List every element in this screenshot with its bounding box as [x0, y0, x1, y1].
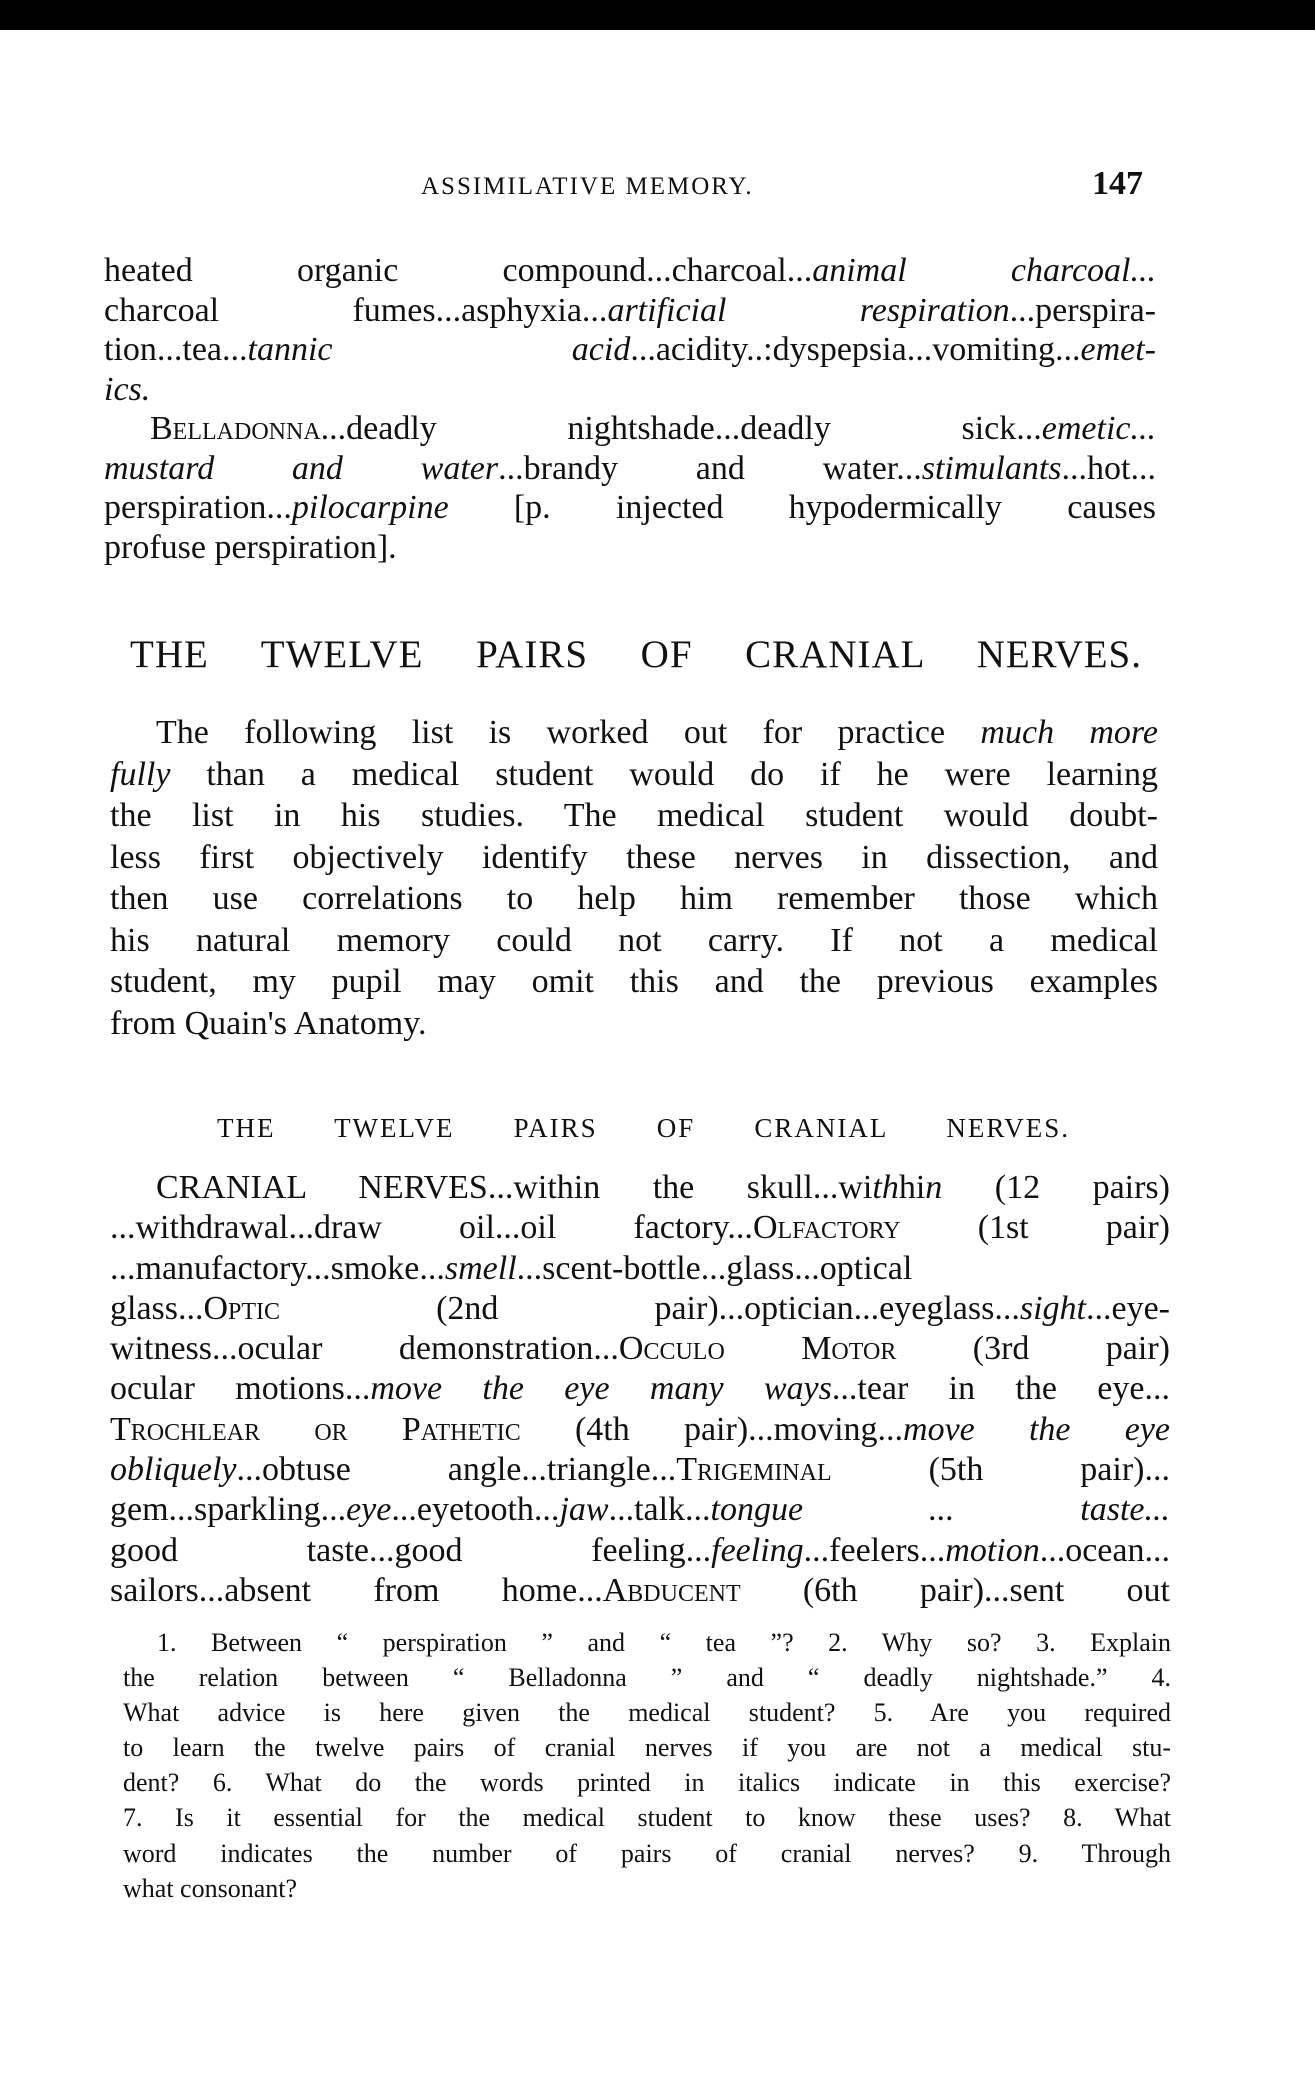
running-head: ASSIMILATIVE MEMORY. — [421, 173, 754, 200]
italic-text: move the eye many ways — [370, 1370, 832, 1408]
italic-text: stimulants — [921, 449, 1062, 487]
italic-text: much more — [980, 714, 1158, 751]
text-line — [104, 409, 1156, 449]
text-run: 1. Between “ perspiration ” and “ tea ”? 2. Why so? 3. Explain — [157, 1628, 1171, 1657]
text-line — [104, 291, 1156, 331]
text-run: (12 pairs) — [942, 1169, 1170, 1206]
italic-text: motion — [945, 1531, 1040, 1569]
text-run: charcoal fumes...asphyxia... — [104, 291, 608, 329]
text-line — [110, 1490, 1170, 1530]
italic-text: obliquely — [110, 1451, 237, 1489]
footnote-questions — [123, 1625, 1171, 1906]
small-caps-term: Olfactory — [752, 1209, 901, 1247]
text-run: student, my pupil may omit this and the previous examples — [110, 963, 1158, 1000]
text-line — [110, 1571, 1170, 1611]
text-line — [110, 1369, 1170, 1409]
text-run: dent? 6. What do the words printed in italics indicate in this exercise? — [123, 1768, 1171, 1798]
text-line — [110, 1208, 1170, 1248]
small-caps-term: Optic — [203, 1289, 281, 1327]
section-heading: THE TWELVE PAIRS OF CRANIAL NERVES. — [130, 633, 1142, 676]
text-line — [110, 1329, 1170, 1369]
italic-text: fully — [110, 755, 171, 793]
exercise-heading: THE TWELVE PAIRS OF CRANIAL NERVES. — [217, 1113, 1070, 1143]
small-caps-term: Occulo Motor — [618, 1330, 897, 1368]
text-line — [110, 1410, 1170, 1450]
italic-text: smell — [444, 1249, 517, 1287]
text-run: hi — [898, 1169, 926, 1206]
text-line — [110, 1168, 1170, 1208]
text-run: ...feelers... — [803, 1531, 946, 1569]
text-line — [110, 754, 1158, 796]
small-caps-term: Trigeminal — [676, 1451, 832, 1489]
text-line — [123, 1625, 1171, 1660]
small-caps-term: Abducent — [602, 1571, 741, 1609]
text-run: glass... — [110, 1289, 204, 1327]
text-run: profuse perspiration]. — [104, 528, 397, 566]
text-line — [104, 488, 1156, 528]
cranial-nerves-exercise — [110, 1168, 1170, 1611]
italic-text: emetic... — [1041, 410, 1156, 447]
text-run: ...withdrawal...draw oil...oil factory... — [110, 1209, 753, 1247]
text-line — [104, 370, 1156, 410]
text-run: ocular motions... — [110, 1370, 371, 1408]
text-run: ...brandy and water... — [498, 449, 922, 487]
text-run: his natural memory could not carry. If not a medical — [110, 921, 1158, 959]
text-run: ...acidity..:dyspepsia...vomiting... — [630, 331, 1081, 368]
italic-text: ics. — [104, 370, 151, 408]
text-line — [123, 1660, 1171, 1695]
text-run: gem...sparkling... — [110, 1491, 347, 1529]
italic-text: pilocarpine — [291, 489, 449, 526]
text-run: tion...tea... — [104, 331, 248, 368]
text-line — [123, 1871, 1171, 1906]
text-run: ...ocean... — [1039, 1531, 1170, 1569]
text-run: (2nd pair)...optician...eyeglass... — [280, 1289, 1020, 1327]
text-run: (4th pair)...moving... — [520, 1410, 904, 1448]
text-run: word indicates the number of pairs of cranial nerves? 9. Through — [123, 1838, 1171, 1868]
text-run: then use correlations to help him remember those which — [110, 880, 1158, 917]
text-run: what consonant? — [123, 1873, 298, 1903]
text-line — [110, 878, 1158, 920]
text-run: ...eye- — [1085, 1289, 1170, 1327]
text-line — [123, 1800, 1171, 1835]
text-run: ...hot... — [1061, 449, 1156, 487]
text-run: (1st pair) — [900, 1209, 1170, 1247]
text-run: ...perspira- — [1009, 291, 1156, 329]
text-line — [110, 837, 1158, 879]
text-run: CRANIAL NERVES...within the skull...wi — [156, 1169, 873, 1206]
italic-text: eye — [346, 1491, 392, 1529]
text-line — [110, 1531, 1170, 1571]
text-line — [123, 1765, 1171, 1800]
text-run: ...talk... — [608, 1491, 711, 1529]
text-run: sailors...absent from home... — [110, 1571, 603, 1609]
italic-text: mustard and water — [104, 449, 499, 487]
text-run: What advice is here given the medical student? 5. Are you required — [123, 1698, 1171, 1728]
italic-text: sight — [1019, 1289, 1086, 1327]
text-line — [110, 961, 1158, 1003]
italic-text: move the eye — [903, 1410, 1170, 1448]
text-run: heated organic compound...charcoal... — [104, 252, 813, 289]
text-run: ...manufactory...smoke... — [110, 1249, 445, 1287]
text-line — [110, 795, 1158, 837]
text-run: good taste...good feeling... — [110, 1531, 712, 1569]
italic-text: feeling — [711, 1531, 804, 1569]
text-run: ...deadly nightshade...deadly sick... — [320, 410, 1042, 447]
text-run: than a medical student would do if he were learning — [170, 755, 1158, 793]
text-run: (3rd pair) — [896, 1330, 1170, 1368]
text-line — [110, 1450, 1170, 1490]
italic-text: animal charcoal... — [812, 252, 1156, 289]
italic-text: emet- — [1080, 331, 1156, 368]
text-run: witness...ocular demonstration... — [110, 1330, 619, 1368]
text-run: ...obtuse angle...triangle... — [236, 1451, 677, 1489]
mnemonic-paragraph-charcoal-belladonna — [104, 251, 1156, 567]
text-line — [123, 1695, 1171, 1730]
text-line — [104, 251, 1156, 291]
text-run: from Quain's Anatomy. — [110, 1004, 427, 1042]
text-line — [110, 1289, 1170, 1329]
text-run: perspiration... — [104, 489, 292, 526]
text-run: the relation between “ Belladonna ” and “ deadly nightshade.” 4. — [123, 1663, 1171, 1693]
text-line — [110, 712, 1158, 754]
small-caps-term: Belladonna — [150, 410, 321, 447]
text-run: ...scent-bottle...glass...optical — [516, 1249, 913, 1287]
page-number: 147 — [1092, 165, 1143, 202]
italic-text: tannic acid — [247, 331, 631, 368]
text-run: the list in his studies. The medical student would doubt- — [110, 797, 1158, 834]
italic-text: tongue ... taste... — [710, 1491, 1170, 1529]
italic-text: artificial respiration — [607, 291, 1010, 329]
text-run: to learn the twelve pairs of cranial nerves if you are not a medical stu- — [123, 1733, 1171, 1763]
text-line — [110, 1003, 1158, 1045]
text-run: [p. injected hypodermically causes — [448, 489, 1156, 526]
text-run: ...tear in the eye... — [831, 1370, 1170, 1408]
text-line — [110, 920, 1158, 962]
text-run: less first objectively identify these nerves in dissection, and — [110, 838, 1158, 876]
text-line — [104, 449, 1156, 489]
scan-top-border — [0, 0, 1315, 30]
text-run: (6th pair)...sent out — [740, 1571, 1170, 1609]
small-caps-term: Trochlear or Pathetic — [110, 1410, 521, 1448]
text-line — [110, 1249, 1170, 1289]
italic-text: th — [872, 1169, 899, 1206]
intro-paragraph — [110, 712, 1158, 1044]
text-line — [104, 330, 1156, 370]
text-run: The following list is worked out for practice — [156, 714, 981, 751]
text-run: 7. Is it essential for the medical student to know these uses? 8. What — [123, 1803, 1171, 1833]
text-run: ...eyetooth... — [391, 1491, 560, 1529]
italic-text: n — [925, 1169, 943, 1206]
italic-text: jaw — [559, 1491, 609, 1529]
text-run: (5th pair)... — [831, 1451, 1170, 1489]
text-line — [123, 1836, 1171, 1871]
text-line — [123, 1730, 1171, 1765]
text-line — [104, 528, 1156, 568]
